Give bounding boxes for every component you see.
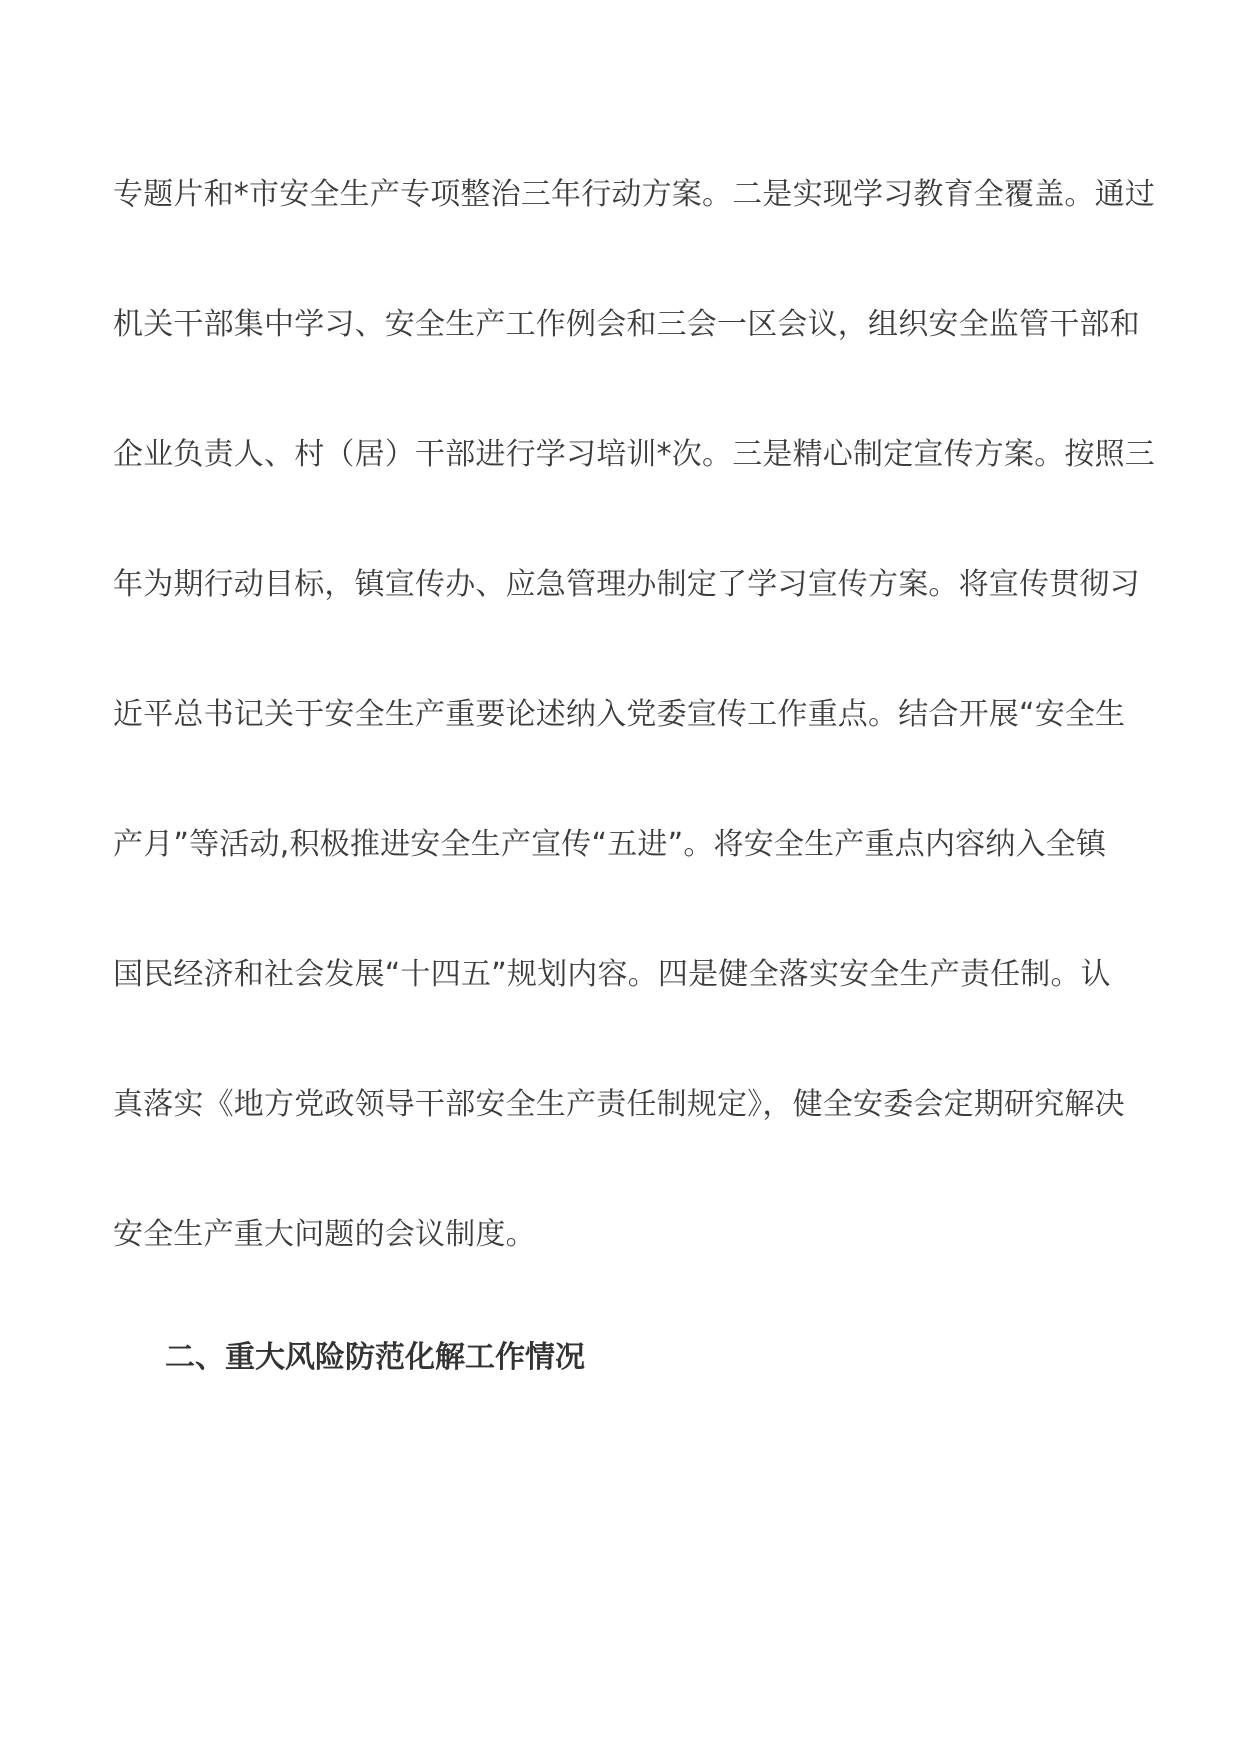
paragraph-line: 国民经济和社会发展“十四五”规划内容。四是健全落实安全生产责任制。认 (113, 957, 1111, 992)
paragraph-line: 产月”等活动,积极推进安全生产宣传“五进”。将安全生产重点内容纳入全镇 (113, 827, 1107, 862)
paragraph-line: 专题片和*市安全生产专项整治三年行动方案。二是实现学习教育全覆盖。通过 (113, 177, 1155, 212)
paragraph-line: 真落实《地方党政领导干部安全生产责任制规定》，健全安委会定期研究解决 (113, 1087, 1125, 1122)
paragraph-line: 年为期行动目标，镇宣传办、应急管理办制定了学习宣传方案。将宣传贯彻习 (113, 567, 1140, 602)
paragraph-line: 近平总书记关于安全生产重要论述纳入党委宣传工作重点。结合开展“安全生 (113, 697, 1126, 732)
section-heading: 二、重大风险防范化解工作情况 (165, 1340, 585, 1375)
paragraph-line: 企业负责人、村（居）干部进行学习培训*次。三是精心制定宣传方案。按照三 (113, 437, 1155, 472)
paragraph-line: 机关干部集中学习、安全生产工作例会和三会一区会议，组织安全监管干部和 (113, 307, 1140, 342)
paragraph-line: 安全生产重大问题的会议制度。 (113, 1217, 536, 1252)
body-paragraph (113, 173, 1155, 1343)
